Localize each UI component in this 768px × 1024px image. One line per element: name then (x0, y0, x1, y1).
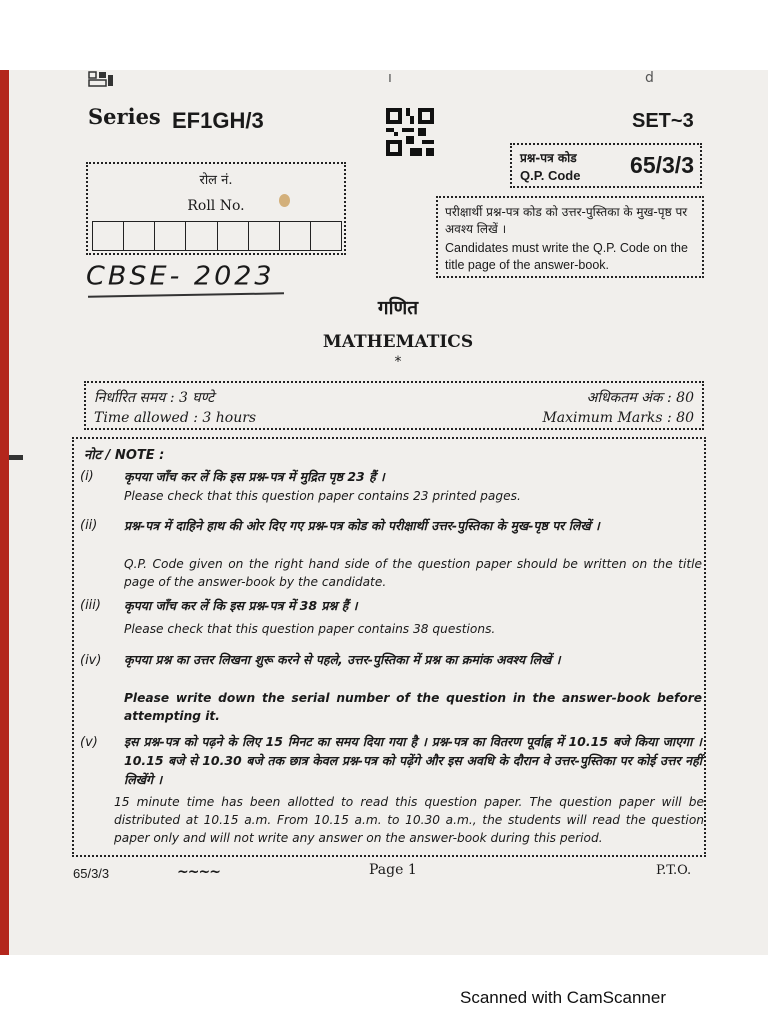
note-number: (iv) (80, 653, 102, 668)
footer-squiggle: ~~~~ (177, 864, 220, 880)
roll-digit-cell (218, 222, 249, 250)
note-hindi: कृपया जाँच कर लें कि इस प्रश्न-पत्र में मुद्रित पृष्ठ 23 हैं । (124, 469, 385, 484)
note-english: Please write down the serial number of the question in the answer-book before attempting it. (124, 691, 702, 723)
side-mark (9, 455, 23, 460)
paper-stain (279, 194, 290, 207)
note-number: (ii) (80, 518, 98, 533)
candidate-note: Candidates must write the Q.P. Code on the title page of the answer-book. (445, 241, 688, 272)
roll-digit-cell (186, 222, 217, 250)
roll-digit-cell (93, 222, 124, 250)
note-hindi: प्रश्न-पत्र में दाहिने हाथ की ओर दिए गए प्रश्न-पत्र कोड को परीक्षार्थी उत्तर-पुस्तिका के मुख-पृष्ठ पर लिखें । (124, 518, 600, 533)
qr-code-icon (386, 108, 434, 156)
subject-asterisk: * (394, 354, 402, 370)
candidate-note-hindi: परीक्षार्थी प्रश्न-पत्र कोड को उत्तर-पुस्तिका के मुख-पृष्ठ पर अवश्य लिखें । (445, 205, 688, 236)
note-hindi: कृपया जाँच कर लें कि इस प्रश्न-पत्र में 38 प्रश्न हैं । (124, 598, 358, 613)
candidate-instruction-box (436, 196, 704, 278)
subject-title-hindi: गणित (377, 297, 419, 319)
page-number: Page 1 (369, 862, 417, 878)
roll-digit-cell (311, 222, 341, 250)
roll-digit-cell (280, 222, 311, 250)
note-number: (i) (80, 469, 94, 484)
set-label: SET~3 (632, 110, 694, 132)
time-marks-box (84, 381, 704, 430)
max-marks: Maximum Marks : 80 (542, 410, 694, 426)
qp-code-box (510, 143, 702, 188)
note-number: (iii) (80, 598, 101, 613)
footer-qp-code: 65/3/3 (73, 866, 110, 881)
corner-symbol-icon (88, 70, 114, 88)
roll-digit-cell (249, 222, 280, 250)
subject-title: MATHEMATICS (322, 332, 474, 352)
stray-mark: d (645, 70, 654, 86)
qp-code-value: 65/3/3 (630, 152, 694, 178)
roll-digit-cell (155, 222, 186, 250)
note-english: Please check that this question paper contains 23 printed pages. (124, 489, 521, 503)
scanner-watermark: Scanned with CamScanner (460, 988, 667, 1007)
series-label: Series (88, 104, 161, 129)
qp-code-label-hindi: प्रश्न-पत्र कोड (520, 151, 577, 165)
note-english: Please check that this question paper contains 38 questions. (124, 622, 496, 636)
max-marks-hindi: अधिकतम अंक : 80 (586, 390, 694, 406)
handwritten-note: CBSE- 2023 (86, 261, 275, 292)
roll-label-hindi: रोल नं. (199, 173, 233, 188)
red-margin-strip (0, 70, 9, 955)
time-allowed-hindi: निर्धारित समय : 3 घण्टे (94, 390, 215, 406)
qp-code-label: Q.P. Code (520, 168, 581, 183)
note-english: 15 minute time has been allotted to read this question paper. The question paper will be distributed at 10.15 a.m. From 10.15 a.m. to 10.30 a.m., the students will read the question paper only and will not write any answer on the answer-book during this period. (114, 795, 704, 845)
series-code: EF1GH/3 (172, 108, 264, 133)
pto-label: P.T.O. (656, 863, 692, 878)
roll-number-grid (92, 221, 342, 251)
note-hindi: इस प्रश्न-पत्र को पढ़ने के लिए 15 मिनट का समय दिया गया है । प्रश्न-पत्र का वितरण पूर्वाह्न में 10.15 बजे किया जाएगा । 10.15 बजे से 10.30 बजे तक छात्र केवल प्रश्न-पत्र को पढ़ेंगे और इस अवधि के दौरान वे उत्तर-पुस्तिका पर कोई उत्तर नहीं लिखेंगे । (124, 734, 702, 787)
notes-title: नोट / NOTE : (84, 448, 165, 463)
roll-digit-cell (124, 222, 155, 250)
note-english: Q.P. Code given on the right hand side of the question paper should be written on the title page of the answer-book by the candidate. (124, 557, 702, 589)
notes-box (72, 437, 706, 857)
stray-mark: ı (388, 70, 392, 86)
roll-label: Roll No. (187, 198, 245, 214)
note-hindi: कृपया प्रश्न का उत्तर लिखना शुरू करने से पहले, उत्तर-पुस्तिका में प्रश्न का क्रमांक अवश्य लिखें । (124, 652, 561, 667)
note-number: (v) (80, 735, 98, 750)
time-allowed: Time allowed : 3 hours (94, 410, 257, 426)
roll-number-box (86, 162, 346, 255)
